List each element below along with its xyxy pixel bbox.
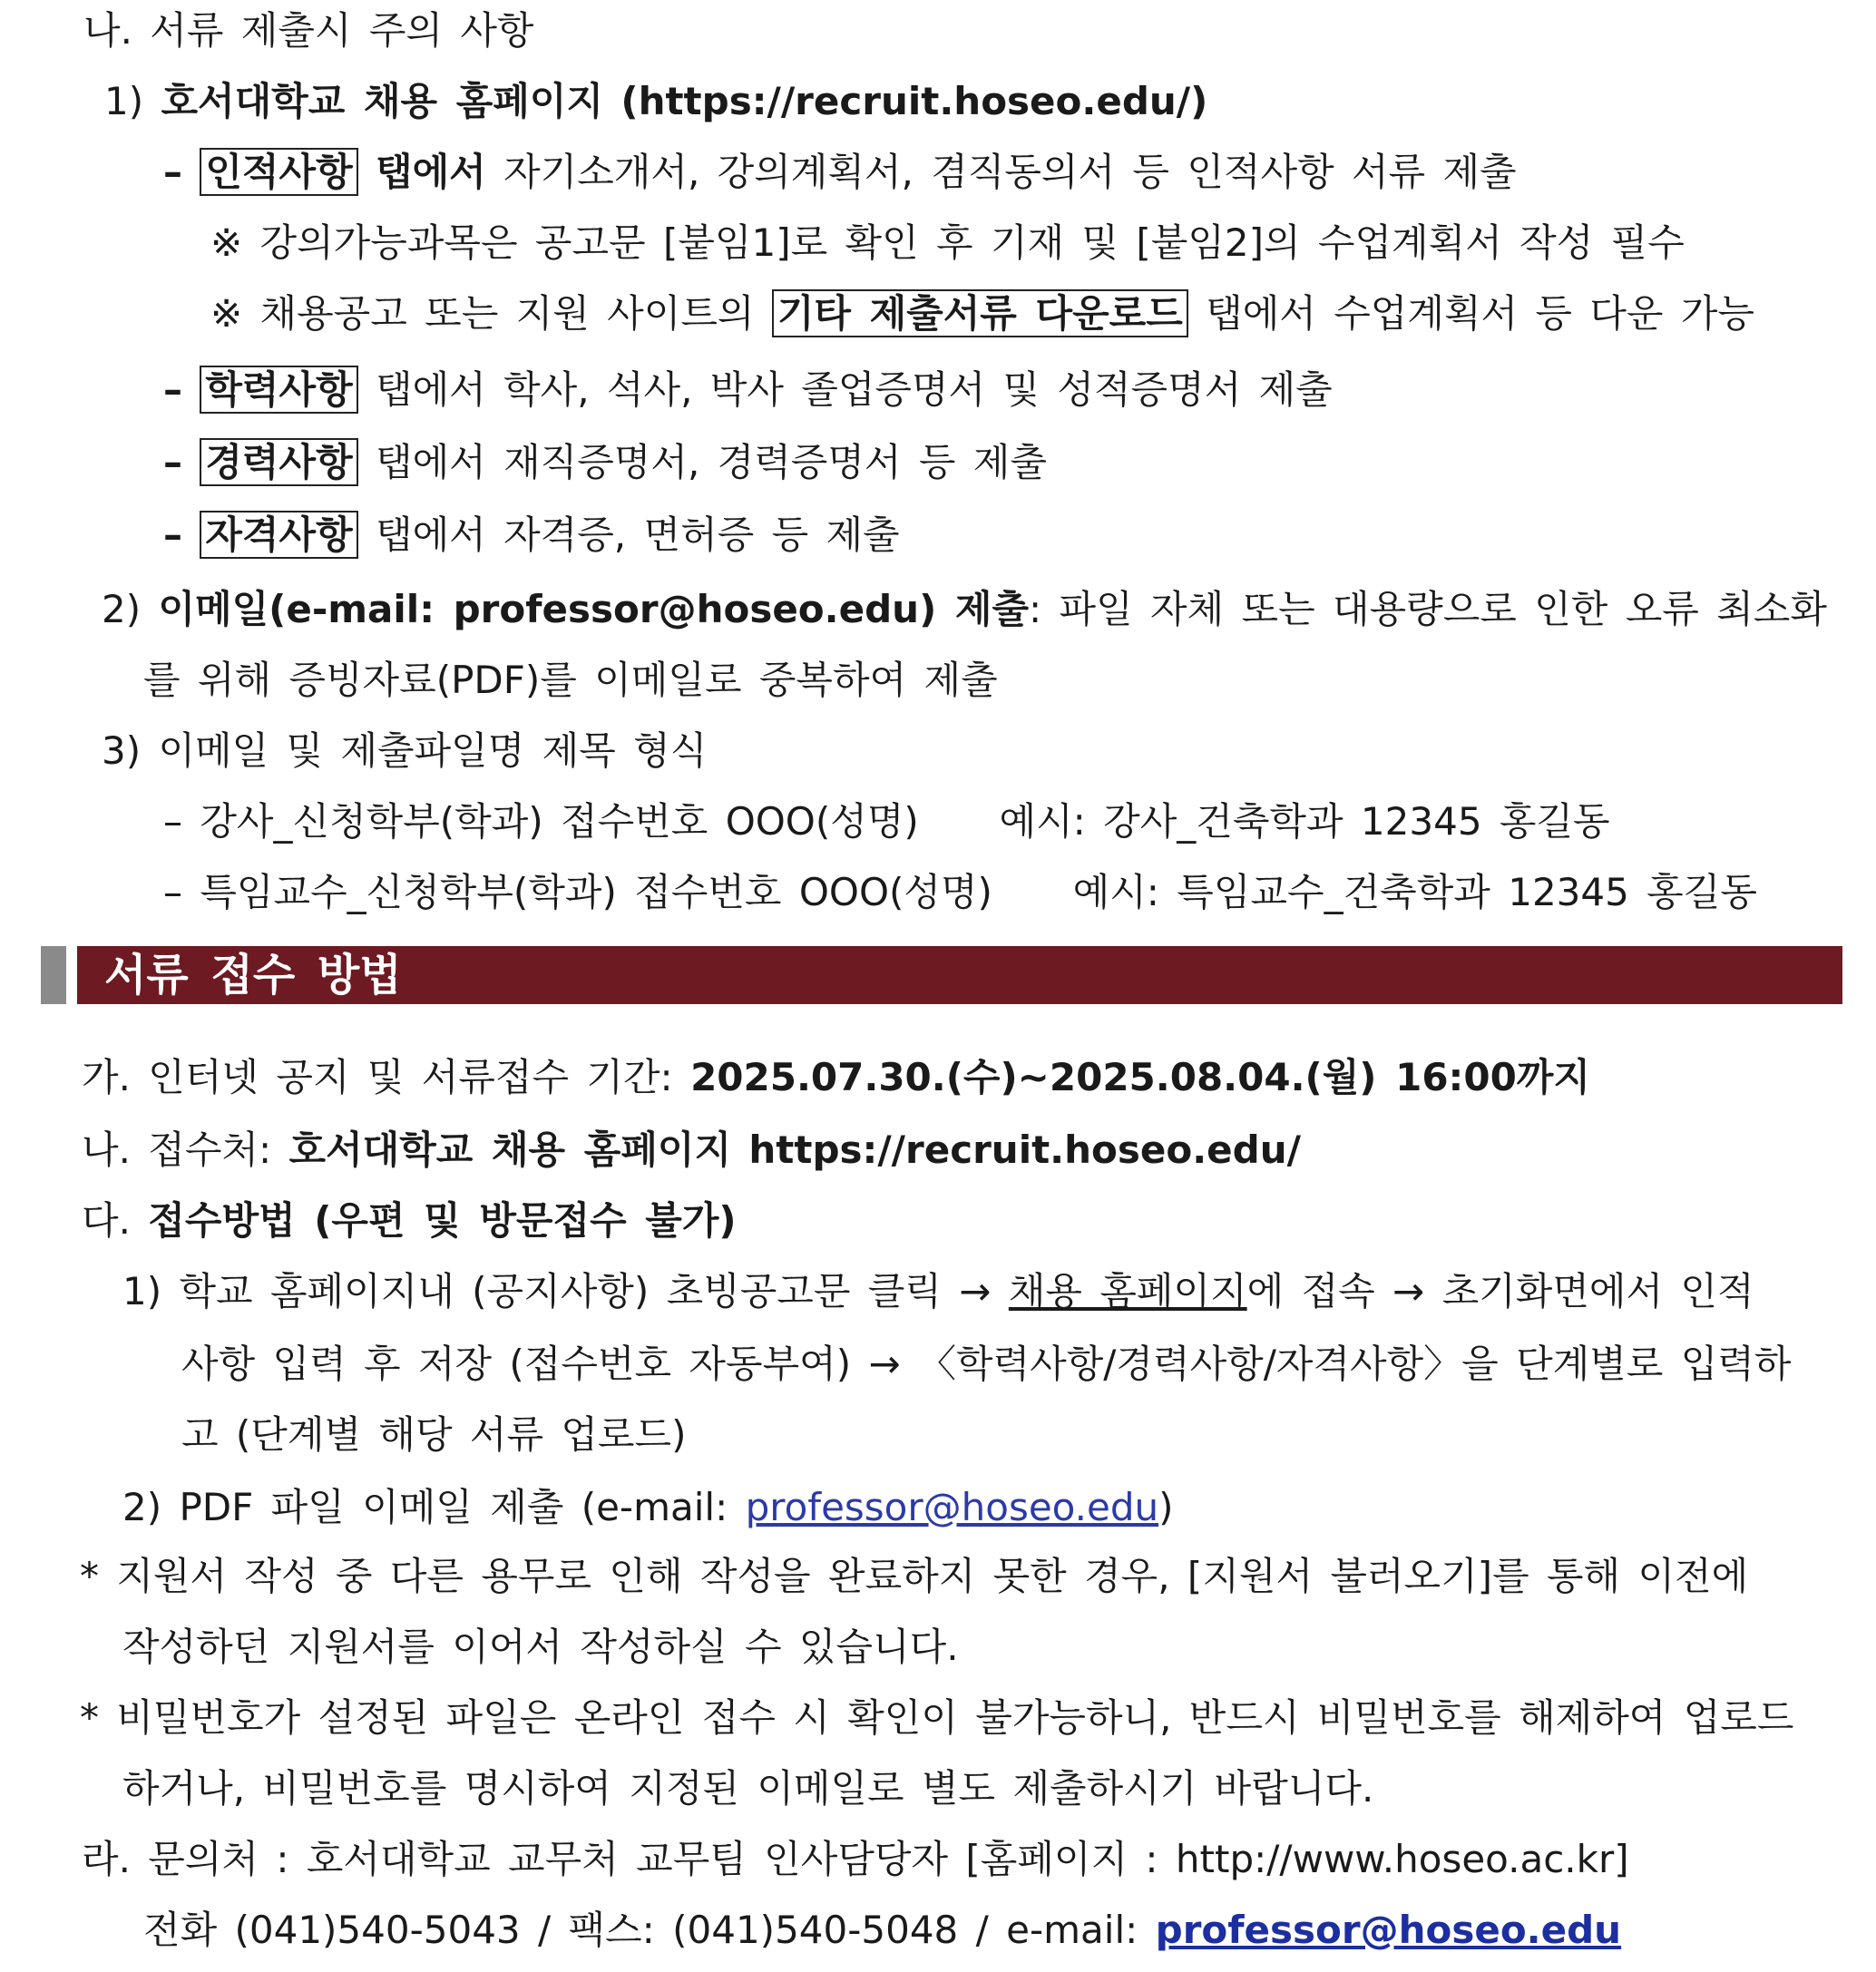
note-download-tab (210, 290, 1754, 337)
education-line (163, 366, 1333, 414)
step-number: 1) (122, 1269, 162, 1313)
license-line (163, 512, 900, 559)
reception-method-prefix: 다. (82, 1198, 131, 1243)
dash-bullet: – (163, 367, 182, 412)
submission-caution-heading: 나. 서류 제출시 주의 사항 (83, 8, 534, 53)
step-number: 2) (122, 1485, 162, 1529)
email-submission-continuation: 를 위해 증빙자료(PDF)를 이메일로 중복하여 제출 (143, 658, 998, 702)
reception-place-label: 나. 접수처: (82, 1128, 272, 1172)
email-submission-item (102, 586, 1827, 633)
item-number: 1) (104, 79, 144, 123)
step2-line (122, 1484, 1174, 1531)
item-number: 3) (102, 728, 142, 773)
file-name-format-item (102, 727, 707, 775)
step1-line3: 고 (단계별 해당 서류 업로드) (181, 1412, 687, 1457)
email-submission-text: : 파일 자체 또는 대용량으로 인한 오류 최소화 (1029, 587, 1827, 631)
section-header-band (41, 946, 1842, 1004)
contact-line2 (143, 1907, 1621, 1954)
dash-bullet: – (163, 150, 182, 194)
personal-info-tab-label: 인적사항 (200, 148, 357, 196)
special-professor-format: – 특임교수_신청학부(학과) 접수번호 OOO(성명) (163, 870, 992, 914)
file-name-format-text: 이메일 및 제출파일명 제목 형식 (158, 728, 708, 773)
other-docs-download-tab-label: 기타 제출서류 다운로드 (772, 289, 1188, 337)
section-header-marker (41, 946, 66, 1004)
contact-email-link[interactable]: professor@hoseo.edu (1155, 1908, 1622, 1952)
recruit-homepage-link[interactable]: 채용 홈페이지 (1008, 1269, 1247, 1313)
lecturer-format: – 강사_신청학부(학과) 접수번호 OOO(성명) (163, 799, 919, 844)
reception-place-line (82, 1127, 1301, 1174)
personal-info-line (163, 149, 1517, 196)
homepage-url: (https://recruit.hoseo.edu/) (620, 79, 1208, 123)
dash-bullet: – (163, 440, 182, 484)
homepage-title: 호서대학교 채용 홈페이지 (161, 79, 604, 123)
step1-text-a: 학교 홈페이지내 (공지사항) 초빙공고문 클릭 → (179, 1269, 992, 1313)
step1-text-b: 에 접속 → 초기화면에서 인적 (1246, 1269, 1754, 1313)
step1-line1 (122, 1268, 1754, 1315)
dash-bullet: – (163, 513, 182, 557)
special-professor-format-line (163, 869, 1757, 916)
education-text: 탭에서 학사, 석사, 박사 졸업증명서 및 성적증명서 제출 (376, 367, 1333, 412)
special-professor-example: 예시: 특임교수_건축학과 12345 홍길동 (1072, 870, 1757, 914)
career-text: 탭에서 재직증명서, 경력증명서 등 제출 (376, 440, 1047, 484)
contact-line1: 라. 문의처 : 호서대학교 교무처 교무팀 인사담당자 [홈페이지 : http://www.hoseo.ac.kr] (82, 1837, 1629, 1881)
item-number: 2) (102, 587, 142, 631)
application-period-line (82, 1054, 1590, 1101)
note-password-line2: 하거나, 비밀번호를 명시하여 지정된 이메일로 별도 제출하시기 바랍니다. (122, 1766, 1374, 1811)
personal-info-text: 자기소개서, 강의계획서, 겸직동의서 등 인적사항 서류 제출 (503, 150, 1517, 194)
note-resume-line2: 작성하던 지원서를 이어서 작성하실 수 있습니다. (122, 1625, 959, 1669)
application-period-label: 가. 인터넷 공지 및 서류접수 기간: (82, 1055, 673, 1099)
step2-text: PDF 파일 이메일 제출 (e-mail: (179, 1485, 728, 1529)
reception-place-url: https://recruit.hoseo.edu/ (748, 1128, 1301, 1172)
section-title: 서류 접수 방법 (104, 950, 402, 1001)
email-submission-bold: 이메일(e-mail: professor@hoseo.edu) 제출 (158, 587, 1030, 631)
reception-place-name: 호서대학교 채용 홈페이지 (288, 1128, 732, 1172)
application-period-value: 2025.07.30.(수)~2025.08.04.(월) 16:00까지 (690, 1055, 1590, 1099)
note-download-prefix: ※ 채용공고 또는 지원 사이트의 (210, 291, 755, 336)
note-available-subjects: ※ 강의가능과목은 공고문 [붙임1]로 확인 후 기재 및 [붙임2]의 수업계획서 작성 필수 (210, 220, 1685, 265)
reception-method-heading (82, 1197, 737, 1245)
license-tab-label: 자격사항 (200, 511, 357, 559)
tab-suffix: 탭에서 (376, 150, 486, 194)
note-resume-line1: * 지원서 작성 중 다른 용무로 인해 작성을 완료하지 못한 경우, [지원서 불러오기]를 통해 이전에 (80, 1554, 1749, 1598)
reception-method-title: 접수방법 (우편 및 방문접수 불가) (148, 1198, 737, 1243)
step2-email-link[interactable]: professor@hoseo.edu (745, 1485, 1159, 1529)
education-tab-label: 학력사항 (200, 366, 357, 414)
contact-phone-fax: 전화 (041)540-5043 / 팩스: (041)540-5048 / e-mail: (143, 1908, 1138, 1952)
step1-line2: 사항 입력 후 저장 (접수번호 자동부여) → 〈학력사항/경력사항/자격사항〉을 단계별로 입력하 (181, 1342, 1792, 1386)
lecturer-format-line (163, 798, 1610, 845)
license-text: 탭에서 자격증, 면허증 등 제출 (376, 513, 900, 557)
step2-close: ) (1158, 1485, 1174, 1529)
career-line (163, 439, 1047, 486)
lecturer-example: 예시: 강사_건축학과 12345 홍길동 (999, 799, 1610, 844)
homepage-item (104, 78, 1207, 125)
note-password-line1: * 비밀번호가 설정된 파일은 온라인 접수 시 확인이 불가능하니, 반드시 비밀번호를 해제하여 업로드 (80, 1695, 1794, 1740)
note-download-suffix: 탭에서 수업계획서 등 다운 가능 (1206, 291, 1754, 336)
career-tab-label: 경력사항 (200, 438, 357, 486)
